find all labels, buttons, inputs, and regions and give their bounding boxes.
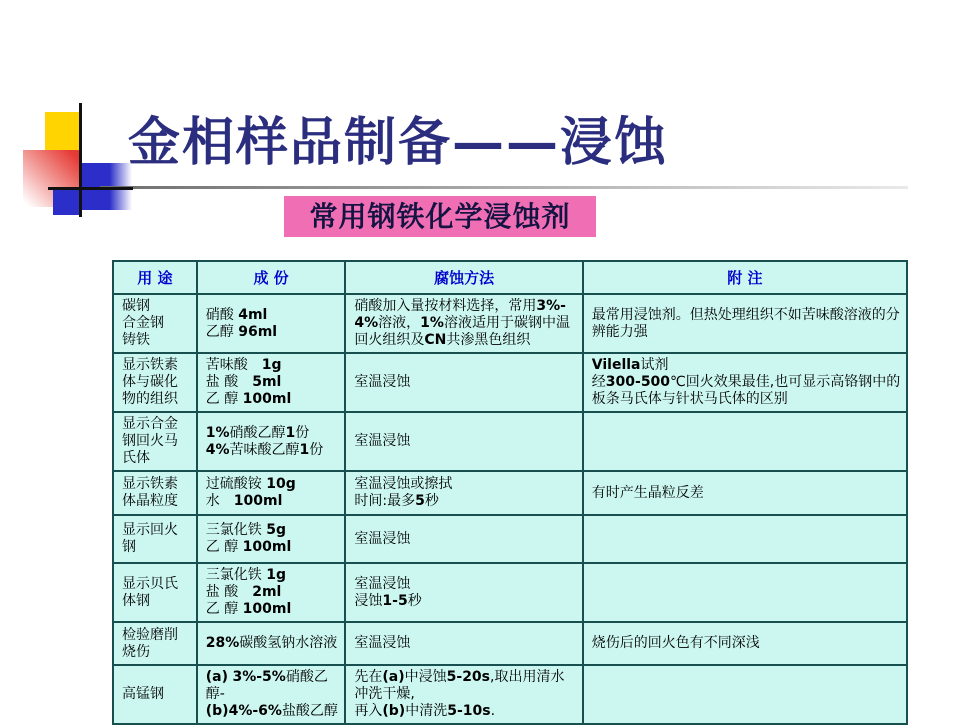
- cell-composition: 三氯化铁 1g 盐 酸 2ml 乙 醇 100ml: [197, 563, 346, 622]
- cell-use: 显示铁素体晶粒度: [113, 471, 197, 515]
- deco-vertical-line: [79, 103, 82, 217]
- table-row: [113, 515, 907, 563]
- cell-use: 高锰钢: [113, 665, 197, 724]
- cell-composition: 过硫酸铵 10g 水 100ml: [197, 471, 346, 515]
- col-header-composition: 成 份: [197, 261, 346, 294]
- cell-method: 室温浸蚀: [345, 622, 582, 665]
- deco-blue-square-small: [53, 190, 81, 215]
- cell-method: 室温浸蚀: [345, 515, 582, 563]
- cell-composition: 三氯化铁 5g 乙 醇 100ml: [197, 515, 346, 563]
- page-title: 金相样品制备——浸蚀: [128, 112, 669, 173]
- col-header-method: 腐蚀方法: [345, 261, 582, 294]
- cell-use: 检验磨削烧伤: [113, 622, 197, 665]
- deco-horizontal-line: [48, 187, 133, 190]
- table-row: [113, 622, 907, 665]
- table-row: [113, 294, 907, 353]
- cell-use: 显示合金钢回火马氏体: [113, 412, 197, 471]
- cell-note: [583, 665, 907, 724]
- cell-method: 室温浸蚀: [345, 412, 582, 471]
- cell-note: [583, 563, 907, 622]
- cell-method: 室温浸蚀或擦拭 时间:最多5秒: [345, 471, 582, 515]
- cell-note: 最常用浸蚀剂。但热处理组织不如苦味酸溶液的分辨能力强: [583, 294, 907, 353]
- cell-use: 显示回火钢: [113, 515, 197, 563]
- cell-method: 室温浸蚀 浸蚀1-5秒: [345, 563, 582, 622]
- cell-composition: 苦味酸 1g 盐 酸 5ml 乙 醇 100ml: [197, 353, 346, 412]
- title-underline: [100, 186, 908, 189]
- cell-note: Vilella试剂 经300-500℃回火效果最佳,也可显示高铬钢中的板条马氏体与针状马氏体的区别: [583, 353, 907, 412]
- cell-composition: 硝酸 4ml 乙醇 96ml: [197, 294, 346, 353]
- cell-note: 有时产生晶粒反差: [583, 471, 907, 515]
- table-header-row: [113, 261, 907, 294]
- cell-note: 烧伤后的回火色有不同深浅: [583, 622, 907, 665]
- table-row: [113, 471, 907, 515]
- cell-method: 室温浸蚀: [345, 353, 582, 412]
- cell-composition: (a) 3%-5%硝酸乙醇- (b)4%-6%盐酸乙醇: [197, 665, 346, 724]
- col-header-note: 附 注: [583, 261, 907, 294]
- cell-use: 显示贝氏体钢: [113, 563, 197, 622]
- cell-composition: 28%碳酸氢钠水溶液: [197, 622, 346, 665]
- cell-note: [583, 515, 907, 563]
- slide-subtitle: 常用钢铁化学浸蚀剂: [284, 196, 596, 237]
- table-body: [113, 294, 907, 724]
- cell-use: 显示铁素体与碳化物的组织: [113, 353, 197, 412]
- cell-method: 先在(a)中浸蚀5-20s,取出用清水冲洗干燥, 再入(b)中清洗5-10s.: [345, 665, 582, 724]
- table-row: [113, 412, 907, 471]
- cell-method: 硝酸加入量按材料选择，常用3%-4%溶液，1%溶液适用于碳钢中温回火组织及CN共渗黑色组织: [345, 294, 582, 353]
- col-header-use: 用 途: [113, 261, 197, 294]
- table-row: [113, 665, 907, 724]
- cell-use: 碳钢 合金钢 铸铁: [113, 294, 197, 353]
- cell-composition: 1%硝酸乙醇1份 4%苦味酸乙醇1份: [197, 412, 346, 471]
- etchants-table: [112, 260, 908, 725]
- cell-note: [583, 412, 907, 471]
- table-row: [113, 563, 907, 622]
- table-row: [113, 353, 907, 412]
